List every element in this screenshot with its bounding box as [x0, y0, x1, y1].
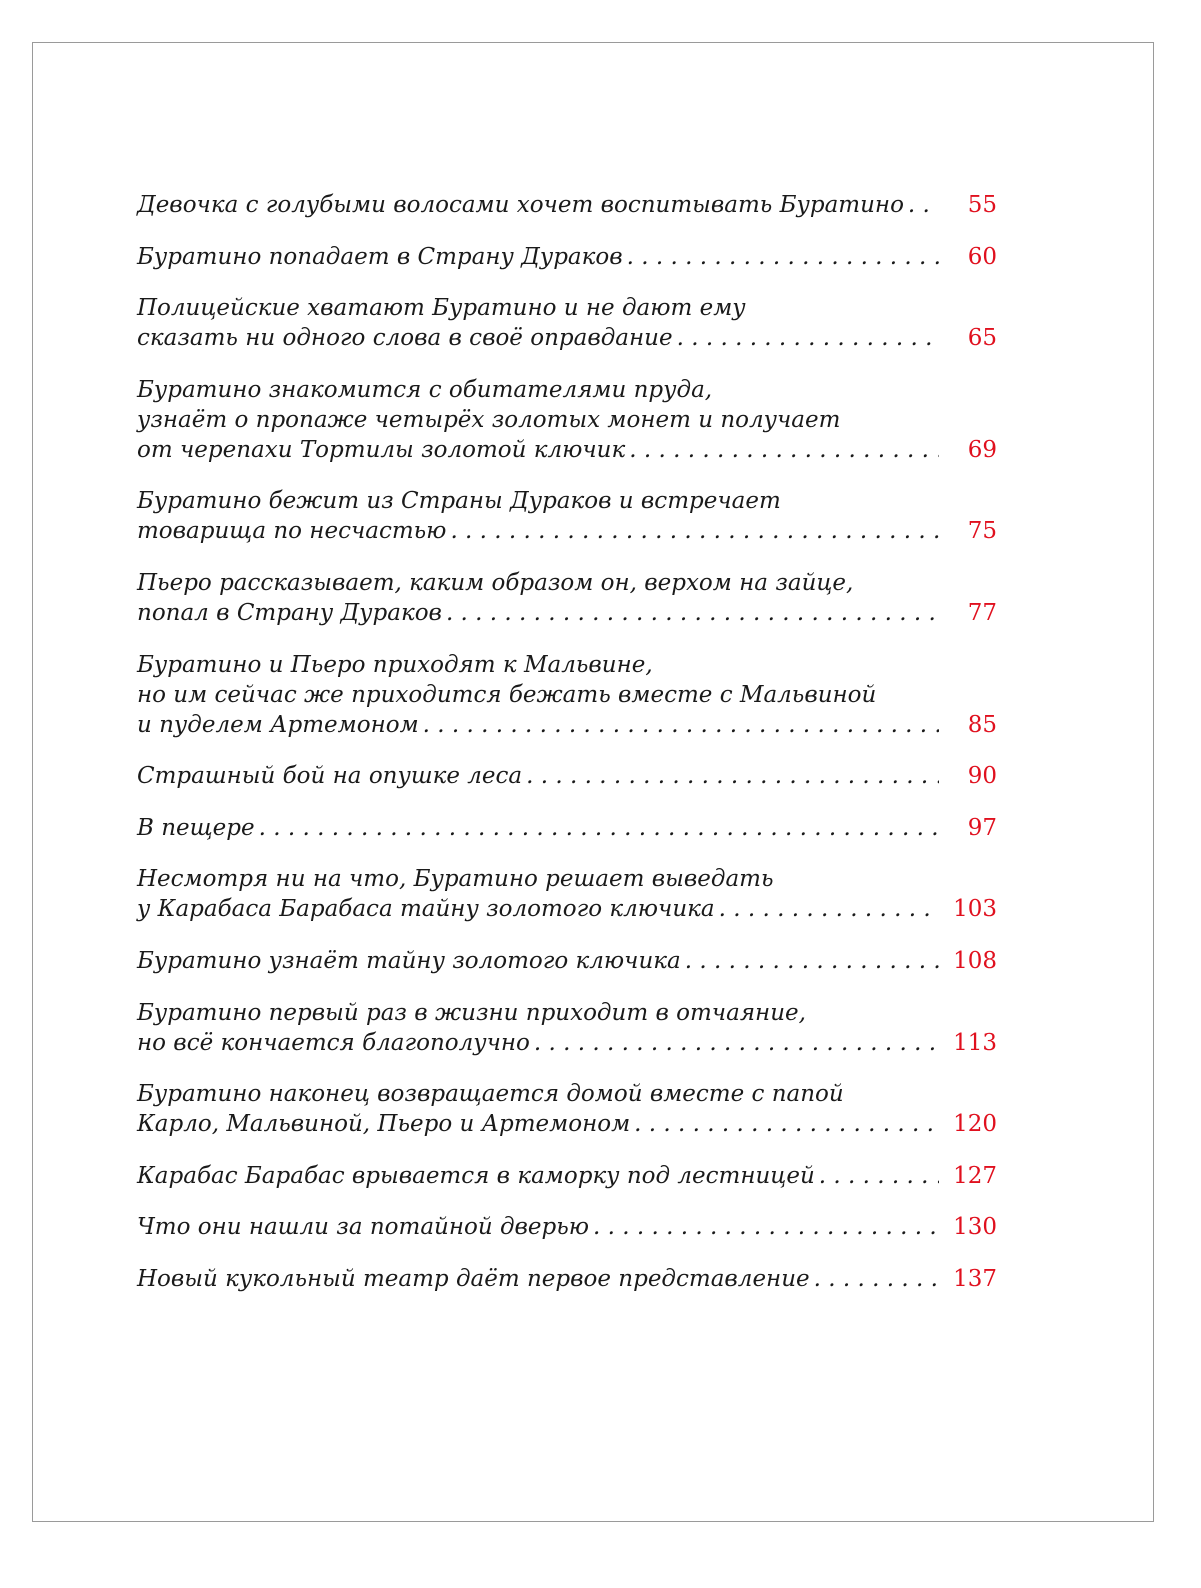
dot-leader	[526, 761, 939, 791]
toc-entry-title: В пещере	[137, 814, 255, 841]
dot-leader	[593, 1212, 939, 1242]
toc-entry-title: Что они нашли за потайной дверью	[137, 1214, 590, 1241]
toc-entry-line	[137, 242, 997, 272]
toc-page-number: 90	[967, 763, 997, 790]
toc-entry-line	[137, 998, 997, 1028]
toc-entry-line	[137, 1212, 997, 1242]
toc-entry[interactable]	[137, 813, 997, 843]
toc-entry-line	[137, 1079, 997, 1109]
toc-page-number: 69	[967, 436, 997, 463]
toc-entry-title: Буратино знакомится с обитателями пруда,	[137, 376, 713, 403]
toc-entry-title: Страшный бой на опушке леса	[137, 763, 523, 790]
toc-entry-title: Девочка с голубыми волосами хочет воспитывать Буратино	[137, 192, 904, 218]
dot-leader	[908, 190, 939, 220]
toc-entry[interactable]	[137, 946, 997, 976]
toc-page-number: 103	[953, 896, 997, 923]
toc-entry-line	[137, 650, 997, 680]
toc-entry-line	[137, 375, 997, 405]
toc-entry-line	[137, 1028, 997, 1058]
toc-page-number: 77	[967, 599, 997, 626]
table-of-contents	[137, 190, 997, 1316]
toc-entry-title: Буратино попадает в Страну Дураков	[137, 243, 623, 270]
toc-page-number: 130	[953, 1214, 997, 1241]
toc-page-number: 120	[953, 1111, 997, 1138]
toc-entry-line	[137, 323, 997, 353]
toc-entry[interactable]	[137, 998, 997, 1058]
dot-leader	[819, 1161, 939, 1191]
dot-leader	[446, 598, 939, 628]
dot-leader	[423, 710, 939, 740]
toc-entry-title: у Карабаса Барабаса тайну золотого ключика	[137, 896, 715, 923]
toc-entry-line	[137, 568, 997, 598]
toc-entry-title: Пьеро рассказывает, каким образом он, верхом на зайце,	[137, 569, 854, 596]
toc-page-number: 113	[953, 1029, 997, 1056]
toc-entry-title: но всё кончается благополучно	[137, 1029, 530, 1056]
toc-entry[interactable]	[137, 1212, 997, 1242]
toc-entry-line	[137, 761, 997, 791]
dot-leader	[627, 242, 939, 272]
toc-entry-line	[137, 516, 997, 546]
toc-entry-line	[137, 946, 997, 976]
toc-entry-line	[137, 435, 997, 465]
toc-entry-title: Буратино первый раз в жизни приходит в отчаяние,	[137, 999, 806, 1026]
dot-leader	[814, 1264, 939, 1294]
toc-entry-line	[137, 598, 997, 628]
toc-entry[interactable]	[137, 568, 997, 628]
toc-entry[interactable]	[137, 650, 997, 740]
toc-entry[interactable]	[137, 242, 997, 272]
toc-entry-title: Карабас Барабас врывается в каморку под лестницей	[137, 1162, 815, 1189]
toc-page-number: 75	[967, 518, 997, 545]
toc-entry-line	[137, 486, 997, 516]
toc-entry-title: Буратино бежит из Страны Дураков и встречает	[137, 488, 781, 515]
toc-entry-line	[137, 864, 997, 894]
toc-entry-title: узнаёт о пропаже четырёх золотых монет и получает	[137, 406, 841, 433]
toc-page-number: 85	[967, 711, 997, 738]
toc-entry[interactable]	[137, 864, 997, 924]
dot-leader	[685, 946, 939, 976]
toc-page-number: 97	[967, 814, 997, 841]
toc-entry-title: сказать ни одного слова в своё оправдание	[137, 325, 673, 352]
toc-entry-line	[137, 190, 997, 220]
toc-entry-title: но им сейчас же приходится бежать вместе с Мальвиной	[137, 681, 877, 708]
toc-page-number: 65	[967, 325, 997, 352]
toc-page-number: 55	[967, 192, 997, 218]
dot-leader	[534, 1028, 939, 1058]
toc-entry-title: и пуделем Артемоном	[137, 711, 419, 738]
toc-entry[interactable]	[137, 486, 997, 546]
toc-entry-title: от черепахи Тортилы золотой ключик	[137, 436, 626, 463]
toc-entry-line	[137, 1109, 997, 1139]
toc-entry-line	[137, 710, 997, 740]
toc-entry-line	[137, 1161, 997, 1191]
toc-entry-line	[137, 894, 997, 924]
toc-entry-title: Полицейские хватают Буратино и не дают ему	[137, 295, 746, 322]
toc-entry[interactable]	[137, 761, 997, 791]
dot-leader	[677, 323, 939, 353]
toc-entry-title: Буратино и Пьеро приходят к Мальвине,	[137, 651, 653, 678]
toc-page-number: 108	[953, 947, 997, 974]
toc-page-number: 60	[967, 243, 997, 270]
dot-leader	[719, 894, 939, 924]
toc-entry-line	[137, 680, 997, 710]
toc-page-number: 127	[953, 1162, 997, 1189]
toc-entry-title: Буратино узнаёт тайну золотого ключика	[137, 947, 681, 974]
toc-entry[interactable]	[137, 1079, 997, 1139]
toc-entry-line	[137, 813, 997, 843]
toc-entry[interactable]	[137, 293, 997, 353]
toc-entry[interactable]	[137, 375, 997, 465]
toc-entry-line	[137, 405, 997, 435]
toc-entry[interactable]	[137, 1264, 997, 1294]
toc-entry[interactable]	[137, 190, 997, 220]
toc-entry-line	[137, 1264, 997, 1294]
dot-leader	[629, 435, 939, 465]
toc-entry-title: Буратино наконец возвращается домой вместе с папой	[137, 1081, 844, 1108]
dot-leader	[259, 813, 939, 843]
toc-entry[interactable]	[137, 1161, 997, 1191]
dot-leader	[450, 516, 939, 546]
toc-page-number: 137	[953, 1265, 997, 1292]
toc-entry-title: Новый кукольный театр даёт первое представление	[137, 1265, 810, 1292]
dot-leader	[634, 1109, 939, 1139]
toc-entry-title: попал в Страну Дураков	[137, 599, 442, 626]
toc-entry-title: Несмотря ни на что, Буратино решает выведать	[137, 866, 774, 893]
toc-entry-line	[137, 293, 997, 323]
toc-entry-title: Карло, Мальвиной, Пьеро и Артемоном	[137, 1111, 631, 1138]
toc-entry-title: товарища по несчастью	[137, 518, 447, 545]
